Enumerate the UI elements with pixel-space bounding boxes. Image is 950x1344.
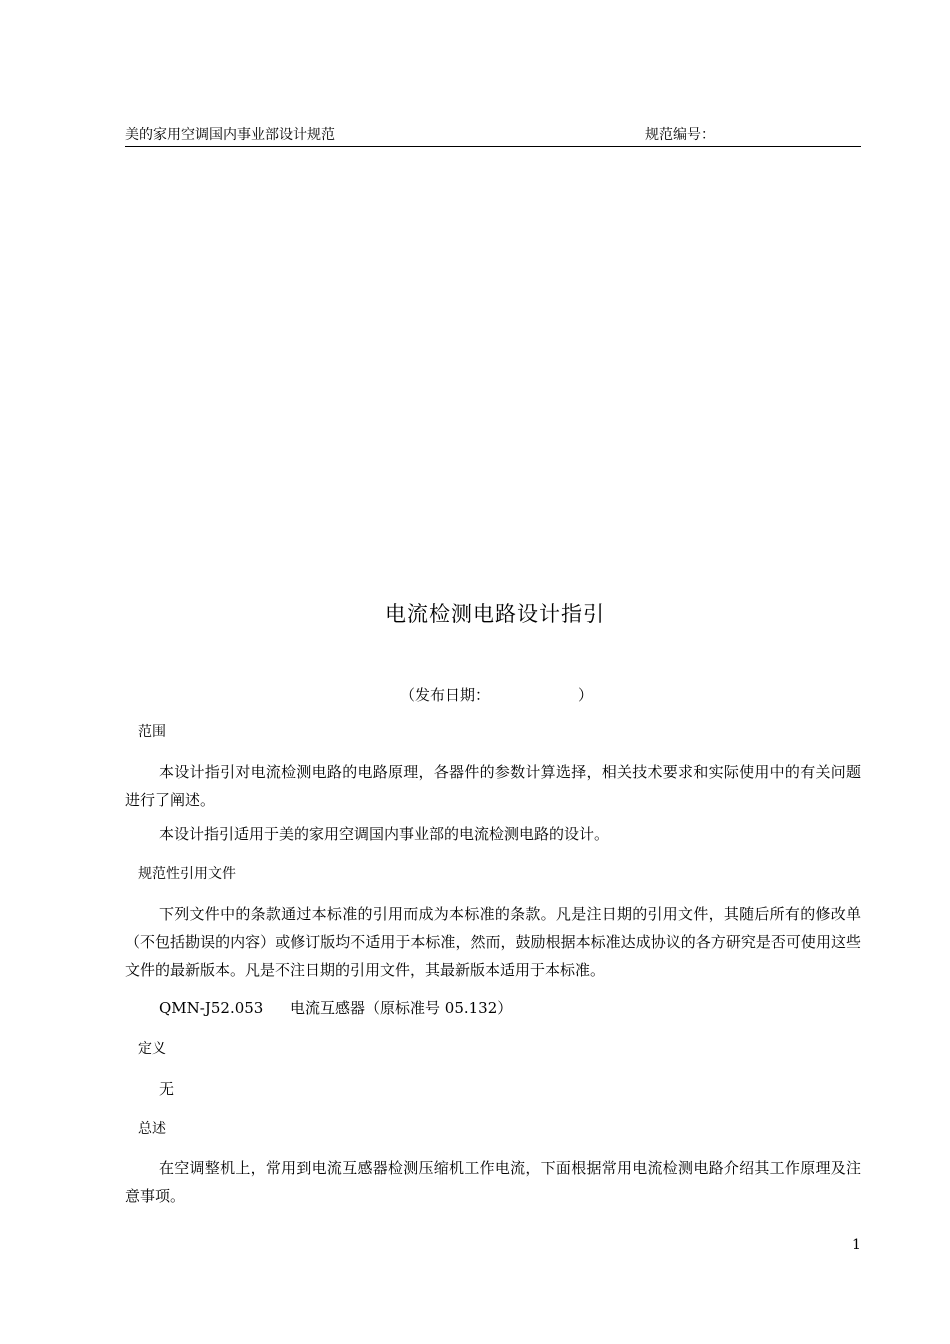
reference-code: QMN-J52.053 <box>159 999 264 1017</box>
scope-paragraph-1: 本设计指引对电流检测电路的电路原理，各器件的参数计算选择，相关技术要求和实际使用中的有关问题进行了阐述。 <box>125 763 861 809</box>
header-org-title: 美的家用空调国内事业部设计规范 <box>125 127 335 143</box>
overview-paragraph-1: 在空调整机上，常用到电流互感器检测压缩机工作电流，下面根据常用电流检测电路介绍其工作原理及注意事项。 <box>125 1159 861 1205</box>
section-heading-references: 规范性引用文件 <box>138 866 236 882</box>
reference-title: 电流互感器（原标准号 05.132） <box>290 999 513 1017</box>
header-spec-number-label: 规范编号： <box>645 127 715 143</box>
publish-date-close: ） <box>578 686 594 704</box>
document-title: 电流检测电路设计指引 <box>385 602 605 626</box>
references-paragraph-1: 下列文件中的条款通过本标准的引用而成为本标准的条款。凡是注日期的引用文件，其随后所有的修改单（不包括勘误的内容）或修订版均不适用于本标准，然而，鼓励根据本标准达成协议的各方研究是否可使用这些文件的最新版本。凡是不注日期的引用文件，其最新版本适用于本标准。 <box>125 905 861 979</box>
section-heading-definitions: 定义 <box>138 1041 166 1057</box>
section-heading-scope: 范围 <box>138 724 166 740</box>
section-heading-overview: 总述 <box>138 1121 166 1137</box>
reference-entry <box>159 998 512 1018</box>
page-number: 1 <box>852 1237 861 1253</box>
publish-date-label: （发布日期： <box>400 686 491 704</box>
definitions-text: 无 <box>159 1080 175 1098</box>
page-header <box>125 126 861 147</box>
scope-paragraph-2: 本设计指引适用于美的家用空调国内事业部的电流检测电路的设计。 <box>159 825 610 843</box>
